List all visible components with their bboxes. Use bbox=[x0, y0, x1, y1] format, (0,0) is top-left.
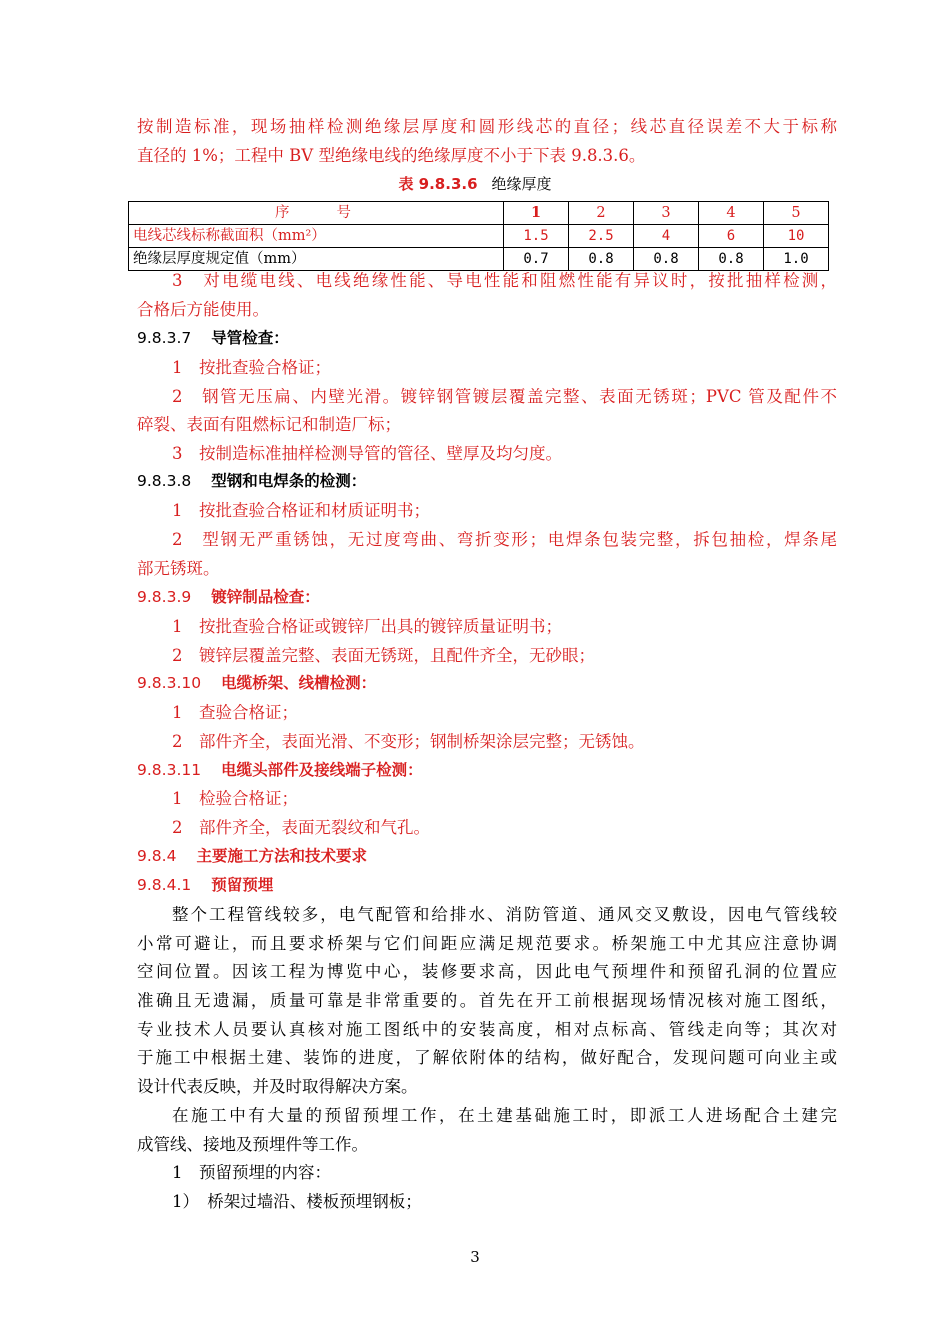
section-9837-heading: 9.8.3.7 导管检查： bbox=[137, 329, 289, 347]
table-caption-number: 表 9.8.3.6 bbox=[398, 175, 478, 193]
intro-line-1: 按制造标准，现场抽样检测绝缘层厚度和圆形线芯的直径；线芯直径误差不大于标称 bbox=[137, 117, 837, 136]
para1-line-3: 空间位置。因该工程为博览中心，装修要求高，因此电气预埋件和预留孔洞的位置应 bbox=[137, 962, 837, 981]
section-9838-item-2-line-2: 部无锈斑。 bbox=[137, 559, 220, 578]
table-row-index bbox=[129, 202, 829, 225]
para1-line-7: 设计代表反映，并及时取得解决方案。 bbox=[137, 1077, 418, 1096]
table-caption bbox=[0, 173, 950, 195]
section-9837-item-3: 3 按制造标准抽样检测导管的管径、壁厚及均匀度。 bbox=[172, 444, 562, 463]
table-caption-title: 绝缘厚度 bbox=[491, 175, 552, 193]
table-cell: 1.5 bbox=[504, 225, 569, 248]
section-9839-item-1: 1 按批查验合格证或镀锌厂出具的镀锌质量证明书； bbox=[172, 617, 562, 636]
item3-line-1: 3 对电缆电线、电线绝缘性能、导电性能和阻燃性能有异议时，按批抽样检测， bbox=[172, 271, 837, 290]
para1-line-6: 于施工中根据土建、装饰的进度，了解依附体的结构，做好配合，发现问题可向业主或 bbox=[137, 1048, 837, 1067]
section-9837-item-2-line-1: 2 钢管无压扁、内壁光滑。镀锌钢管镀层覆盖完整、表面无锈斑；PVC 管及配件不 bbox=[172, 387, 837, 406]
table-cell: 6 bbox=[699, 225, 764, 248]
para1-line-5: 专业技术人员要认真核对施工图纸中的安装高度，相对点标高、管线走向等；其次对 bbox=[137, 1020, 837, 1039]
section-98310-heading: 9.8.3.10 电缆桥架、线槽检测： bbox=[137, 674, 377, 692]
table-cell: 0.8 bbox=[569, 248, 634, 271]
section-9839-heading: 9.8.3.9 镀锌制品检查： bbox=[137, 588, 320, 606]
section-98311-heading: 9.8.3.11 电缆头部件及接线端子检测： bbox=[137, 761, 423, 779]
table-cell: 2.5 bbox=[569, 225, 634, 248]
para2-line-2: 成管线、接地及预埋件等工作。 bbox=[137, 1135, 368, 1154]
para1-line-2: 小常可避让，而且要求桥架与它们间距应满足规范要求。桥架施工中尤其应注意协调 bbox=[137, 934, 837, 953]
page-number: 3 bbox=[470, 1248, 480, 1266]
item3-line-2: 合格后方能使用。 bbox=[137, 300, 269, 319]
section-9841-heading: 9.8.4.1 预留预埋 bbox=[137, 876, 274, 894]
section-98310-item-1: 1 查验合格证； bbox=[172, 703, 298, 722]
table-cell: 0.8 bbox=[634, 248, 699, 271]
section-9838-item-2-line-1: 2 型钢无严重锈蚀，无过度弯曲、弯折变形；电焊条包装完整，拆包抽检，焊条尾 bbox=[172, 530, 837, 549]
para1-line-4: 准确且无遗漏，质量可靠是非常重要的。首先在开工前根据现场情况核对施工图纸， bbox=[137, 991, 837, 1010]
table-cell: 0.7 bbox=[504, 248, 569, 271]
table-row-cross-section bbox=[129, 225, 829, 248]
table-cell: 3 bbox=[634, 202, 699, 225]
table-cell: 4 bbox=[634, 225, 699, 248]
table-cell: 4 bbox=[699, 202, 764, 225]
table-cell: 2 bbox=[569, 202, 634, 225]
section-9838-heading: 9.8.3.8 型钢和电焊条的检测： bbox=[137, 472, 367, 490]
insulation-thickness-table bbox=[128, 201, 829, 271]
section-9838-item-1: 1 按批查验合格证和材质证明书； bbox=[172, 501, 430, 520]
table-cell: 1.0 bbox=[764, 248, 829, 271]
section-9841-item-1-1: 1） 桥架过墙沿、楼板预埋钢板； bbox=[172, 1192, 422, 1211]
section-98310-item-2: 2 部件齐全，表面光滑、不变形；钢制桥架涂层完整；无锈蚀。 bbox=[172, 732, 645, 751]
para1-line-1: 整个工程管线较多，电气配管和给排水、消防管道、通风交叉敷设，因电气管线较 bbox=[172, 905, 837, 924]
table-cell: 1 bbox=[504, 202, 569, 225]
section-9841-item-1: 1 预留预埋的内容： bbox=[172, 1163, 331, 1182]
table-cell: 10 bbox=[764, 225, 829, 248]
section-98311-item-1: 1 检验合格证； bbox=[172, 789, 298, 808]
table-cell-label: 序 号 bbox=[129, 202, 504, 225]
section-98311-item-2: 2 部件齐全，表面无裂纹和气孔。 bbox=[172, 818, 430, 837]
table-cell: 5 bbox=[764, 202, 829, 225]
table-cell: 0.8 bbox=[699, 248, 764, 271]
table-cell-label: 电线芯线标称截面积（mm²） bbox=[129, 225, 504, 248]
section-984-heading: 9.8.4 主要施工方法和技术要求 bbox=[137, 847, 367, 865]
intro-line-2: 直径的 1%；工程中 BV 型绝缘电线的绝缘厚度不小于下表 9.8.3.6。 bbox=[137, 146, 646, 165]
para2-line-1: 在施工中有大量的预留预埋工作，在土建基础施工时，即派工人进场配合土建完 bbox=[172, 1106, 837, 1125]
section-9837-item-1: 1 按批查验合格证； bbox=[172, 358, 331, 377]
table-cell-label: 绝缘层厚度规定值（mm） bbox=[129, 248, 504, 271]
section-9839-item-2: 2 镀锌层覆盖完整、表面无锈斑，且配件齐全，无砂眼； bbox=[172, 646, 595, 665]
section-9837-item-2-line-2: 碎裂、表面有阻燃标记和制造厂标； bbox=[137, 415, 401, 434]
